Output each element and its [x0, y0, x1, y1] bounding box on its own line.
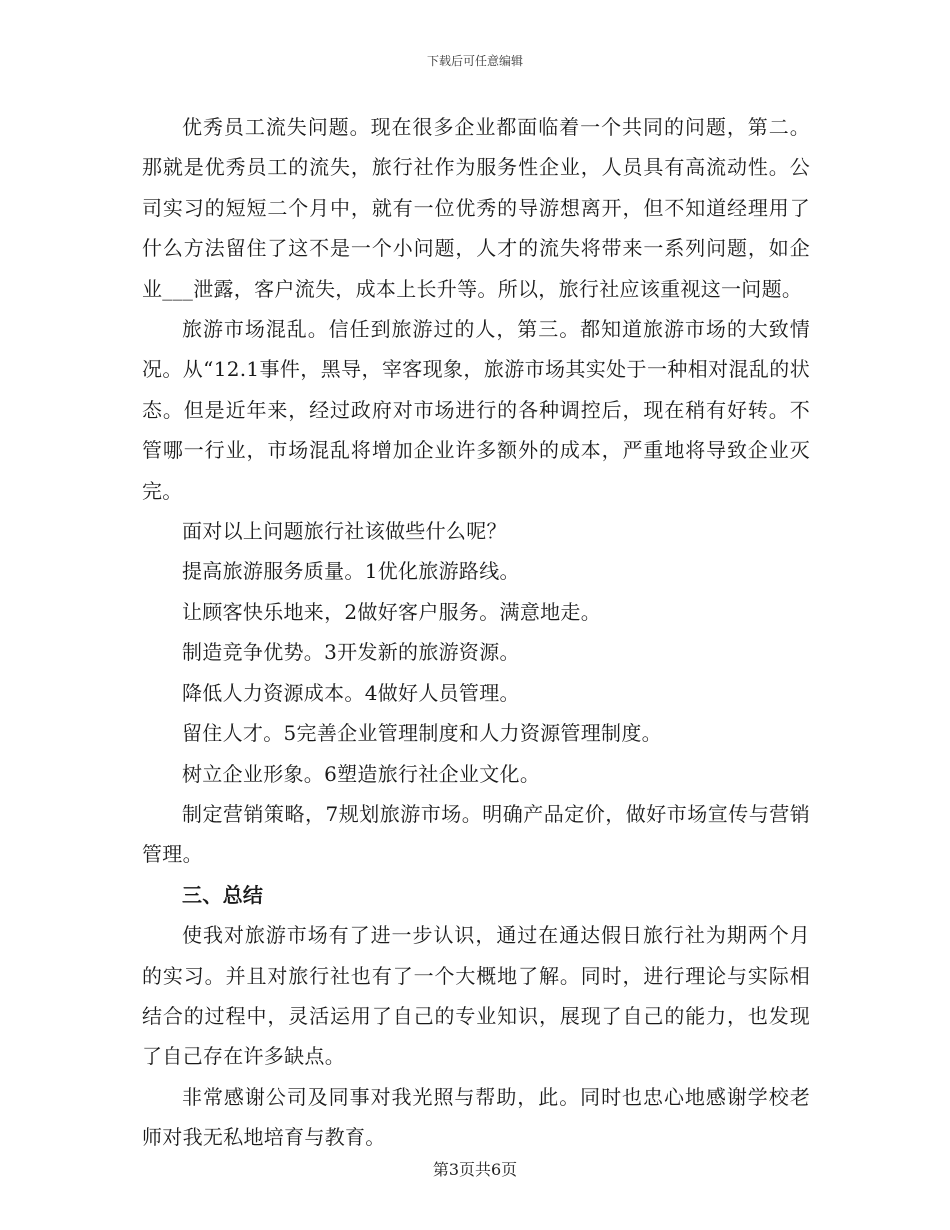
page-header: 下载后可任意编辑 — [426, 54, 523, 68]
page-footer: 第3页共6页 — [432, 1160, 518, 1179]
paragraph-summary-1: 使我对旅游市场有了进一步认识，通过在通达假日旅行社为期两个月的实习。并且对旅行社也有了一个大概地了解。同时，进行理论与实际相结合的过程中，灵活运用了自己的专业知识，展现了自己的能力，也发现了自己存在许多缺点。 — [142, 923, 810, 1069]
paragraph-summary-2: 非常感谢公司及同事对我光照与帮助，此。同时也忠心地感谢学校老师对我无私地培育与教育。 — [142, 1084, 810, 1150]
list-item-7: 制定营销策略，7规划旅游市场。明确产品定价，做好市场宣传与营销管理。 — [142, 801, 810, 867]
list-item-6: 树立企业形象。6塑造旅行社企业文化。 — [182, 761, 541, 786]
list-item-1: 提高旅游服务质量。1优化旅游路线。 — [182, 559, 520, 584]
paragraph-staff-turnover: 优秀员工流失问题。现在很多企业都面临着一个共同的问题，第二。那就是优秀员工的流失，旅行社作为服务性企业，人员具有高流动性。公司实习的短短二个月中，就有一位优秀的导游想离开，但不知道经理用了什么方法留住了这不是一个小问题，人才的流失将带来一系列问题，如企业___泄露，客户流失，成本上长升等。所以，旅行社应该重视这一问题。 — [142, 115, 810, 301]
document-body — [142, 107, 810, 1158]
list-item-5: 留住人才。5完善企业管理制度和人力资源管理制度。 — [182, 721, 662, 746]
list-item-2: 让顾客快乐地来，2做好客户服务。满意地走。 — [182, 599, 602, 624]
list-item-4: 降低人力资源成本。4做好人员管理。 — [182, 680, 520, 705]
paragraph-market-chaos: 旅游市场混乱。信任到旅游过的人，第三。都知道旅游市场的大致情况。从“12.1事件，黑导，宰客现象，旅游市场其实处于一种相对混乱的状态。但是近年来，经过政府对市场进行的各种调控后，现在稍有好转。不管哪一行业，市场混乱将增加企业许多额外的成本，严重地将导致企业灭完。 — [142, 317, 810, 503]
section-heading-summary: 三、总结 — [182, 882, 264, 907]
list-item-3: 制造竞争优势。3开发新的旅游资源。 — [182, 640, 520, 665]
paragraph-question: 面对以上问题旅行社该做些什么呢？ — [182, 519, 507, 544]
